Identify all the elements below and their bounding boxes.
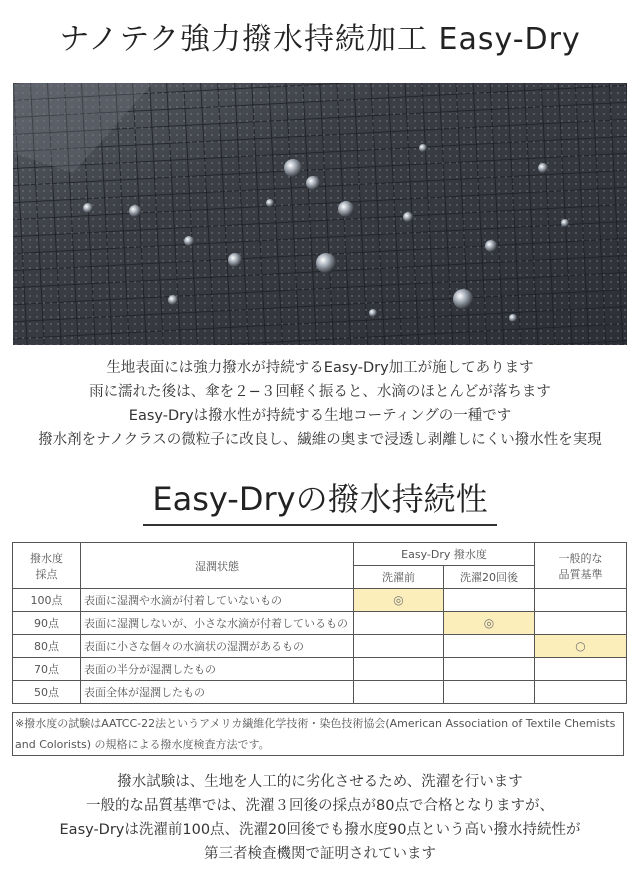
water-repellency-table	[12, 542, 627, 704]
closing-line: Easy-Dryは洗濯前100点、洗濯20回後でも撥水度90点という高い撥水持続性が	[59, 822, 581, 838]
closing-line: 撥水試験は、生地を人工的に劣化させるため、洗濯を行います	[117, 774, 523, 790]
row-after-mark	[444, 635, 535, 658]
row-before-mark	[354, 658, 444, 681]
row-score: 100点	[13, 589, 81, 612]
header-easy-dry: Easy-Dry 撥水度	[354, 543, 535, 566]
intro-text	[0, 356, 640, 452]
intro-line: 生地表面には強力撥水が持続するEasy-Dry加工が施してあります	[106, 360, 534, 376]
header-after-wash: 洗濯20回後	[444, 566, 535, 589]
fabric-photo	[13, 83, 627, 345]
row-before-mark	[354, 612, 444, 635]
row-standard-mark: ○	[535, 635, 627, 658]
closing-line: 第三者検査機関で証明されています	[204, 846, 436, 862]
table-row	[13, 658, 627, 681]
intro-line: Easy-Dryは撥水性が持続する生地コーティングの一種です	[128, 408, 512, 424]
table-row	[13, 589, 627, 612]
header-state: 湿潤状態	[81, 543, 354, 589]
row-after-mark: ◎	[444, 612, 535, 635]
header-score: 撥水度 採点	[13, 543, 81, 589]
header-standard: 一般的な 品質基準	[535, 543, 627, 589]
row-score: 90点	[13, 612, 81, 635]
row-score: 70点	[13, 658, 81, 681]
row-standard-mark	[535, 658, 627, 681]
table-row	[13, 635, 627, 658]
row-state: 表面全体が湿潤したもの	[81, 681, 354, 704]
row-score: 80点	[13, 635, 81, 658]
section-heading: Easy-Dryの撥水持続性	[152, 480, 488, 518]
row-state: 表面に湿潤しないが、小さな水滴が付着しているもの	[81, 612, 354, 635]
row-after-mark	[444, 658, 535, 681]
row-before-mark: ◎	[354, 589, 444, 612]
page-title: ナノテク強力撥水持続加工 Easy-Dry	[59, 22, 581, 57]
note-line: and Colorists) の規格による撥水度検査方法です。	[15, 738, 270, 751]
table-row	[13, 612, 627, 635]
closing-line: 一般的な品質基準では、洗濯３回後の採点が80点で合格となりますが、	[86, 798, 554, 814]
closing-text	[0, 770, 640, 866]
row-state: 表面に小さな個々の水滴状の湿潤があるもの	[81, 635, 354, 658]
row-standard-mark	[535, 612, 627, 635]
row-state: 表面に湿潤や水滴が付着していないもの	[81, 589, 354, 612]
row-standard-mark	[535, 589, 627, 612]
test-method-note	[12, 712, 624, 756]
note-line: ※撥水度の試験はAATCC-22法というアメリカ繊維化学技術・染色技術協会(American Association of Textile Chemists	[15, 717, 616, 730]
row-before-mark	[354, 635, 444, 658]
row-state: 表面の半分が湿潤したもの	[81, 658, 354, 681]
heading-underline	[143, 524, 497, 526]
row-before-mark	[354, 681, 444, 704]
row-after-mark	[444, 681, 535, 704]
row-after-mark	[444, 589, 535, 612]
intro-line: 撥水剤をナノクラスの微粒子に改良し、繊維の奥まで浸透し剥離しにくい撥水性を実現	[38, 432, 602, 448]
row-standard-mark	[535, 681, 627, 704]
table-row	[13, 681, 627, 704]
header-before-wash: 洗濯前	[354, 566, 444, 589]
row-score: 50点	[13, 681, 81, 704]
intro-line: 雨に濡れた後は、傘を２−３回軽く振ると、水滴のほとんどが落ちます	[89, 384, 551, 400]
